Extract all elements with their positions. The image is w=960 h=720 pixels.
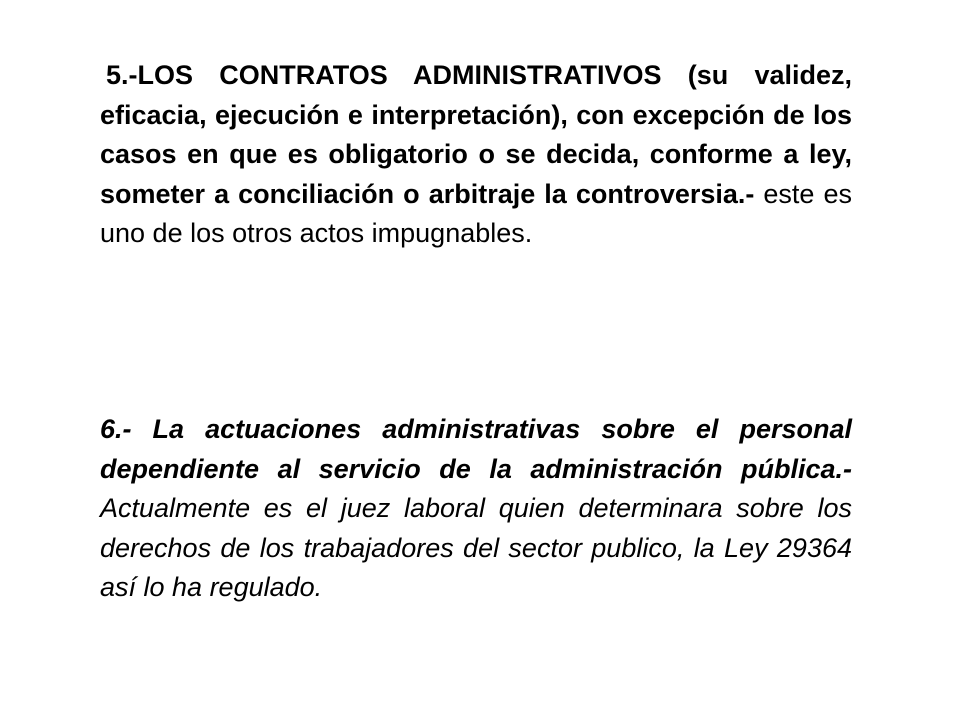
- item-5-body: este es uno de los otros actos impugnables.: [100, 178, 852, 248]
- item-6-heading: 6.- La actuaciones administrativas sobre el personal dependiente al servicio de la administración pública.-: [100, 414, 852, 484]
- paragraph-item-5: [100, 56, 852, 254]
- item-6-body: Actualmente es el juez laboral quien determinara sobre los derechos de los trabajadores del sector publico, la Ley 29364 así lo ha regulado.: [100, 493, 852, 602]
- item-5-heading: 5.-LOS CONTRATOS ADMINISTRATIVOS (su validez, eficacia, ejecución e interpretación), con excepción de los casos en que es obligatorio o se decida, conforme a ley, someter a conciliación o arbitraje la controversia.-: [100, 60, 852, 209]
- paragraph-item-6: [100, 410, 852, 608]
